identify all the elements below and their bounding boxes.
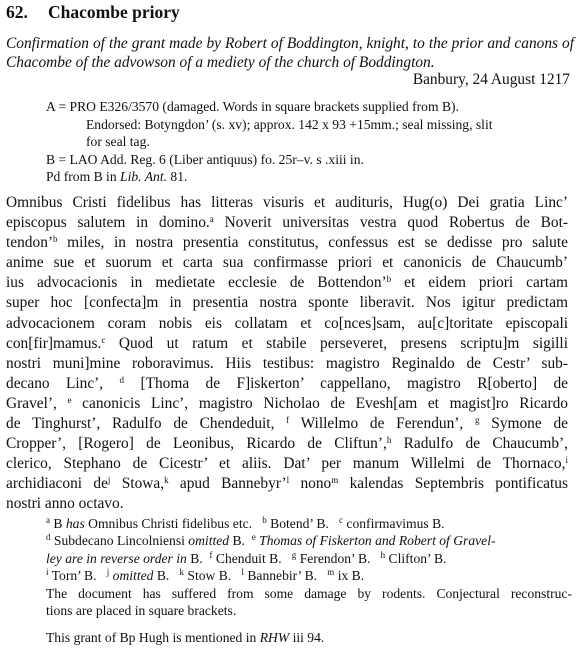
textual-notes [46, 515, 572, 647]
manuscript-a-line1: A = PRO E326/3570 (damaged. Words in square brackets supplied from B). [46, 99, 459, 114]
text-line: archidiaconi $de^j$ Stowa,$^k$ apud Bannebyr’$^l$ nono$^m$ kalendas Septembris pontificatus [6, 475, 568, 493]
text-line: ius advocacionis in medietate ecclesie de Bottendon’$^b$ et eidem priori cartam [6, 274, 569, 292]
note-line: This grant of Bp Hugh is mentioned in RHW iii 94. [46, 630, 325, 646]
footnote-marker: g [475, 415, 480, 426]
entry-summary: Confirmation of the grant made by Robert of Boddington, knight, to the prior and canons of Chacombe of the advowson of a mediety of the church of Boddington. [6, 35, 574, 71]
manuscript-a-line2: Endorsed: Botyngdon’ (s. xv); approx. 142 x 93 +15mm.; seal missing, slit [86, 117, 493, 132]
printed-edition-title: Lib. Ant. [120, 169, 167, 184]
footnote-marker: f [286, 415, 290, 426]
text-line: nostri anno octavo. [6, 495, 124, 513]
entry-title: Chacombe priory [48, 2, 180, 22]
charter-text [6, 193, 568, 515]
footnote-marker: l [286, 475, 290, 486]
note-line: ley are in reverse order in B. $^f$ Chenduit B. $^g$ Ferendon’ B. $^h$ Clifton’ B. [46, 549, 447, 566]
footnote-marker: d [119, 374, 125, 385]
text-line: super hoc [confecta]m in presentia nostra sponte liberavit. Nos igitur predictam [6, 294, 568, 312]
footnote-marker: i [565, 455, 568, 466]
text-line: advocacionem coram nobis eis collatam et co[nces]sam, au[c]toritate episcopali [6, 314, 568, 332]
footnote-marker: a [209, 214, 214, 225]
footnote-marker: m [331, 475, 339, 486]
note-line: $^a$ B has Omnibus Christi fidelibus etc. $^b$ Botend’ B. $^c$ confirmavimus B. [46, 515, 445, 531]
note-line: tions are placed in square brackets. [46, 602, 237, 618]
text-line: clerico, Stephano de Cicestr’ et aliis. Dat’ per manum Willelmi de Thornaco,$^i$ [6, 455, 568, 473]
text-line: Gravel’, $^e$ canonicis Linc’, magistro Nicholao de Evesh[am et magist]ro Ricardo [6, 394, 568, 412]
text-line: Omnibus Cristi fidelibus has litteras visuris et audituris, Hug(o) Dei gratia Linc’ [6, 194, 568, 211]
text-line: de Tinghurst’, Radulfo de Chendeduit, $^f$ Willelmo de Ferendun’, $^g$ Symone de [6, 415, 568, 433]
manuscript-b-line: B = LAO Add. Reg. 6 (Liber antiquus) fo. 25r–v. s .xiii in. [46, 152, 364, 167]
manuscript-a-line3: for seal tag. [86, 134, 150, 149]
text-line: tendon’$^b$ miles, in nostra presentia constitutus, confessus est se dedisse pro salute [6, 234, 568, 252]
footnote-marker: c [101, 334, 106, 345]
footnote-marker: j [107, 475, 111, 486]
text-line: decano Linc’, $^d$ [Thoma de F]iskerton’ cappellano, magistro R[oberto] de [6, 374, 569, 392]
dateline: Banbury, 24 August 1217 [412, 71, 570, 88]
text-line: nostri muni]mine roboravimus. Hiis testibus: magistro Reginaldo de Cestr’ sub- [6, 354, 568, 372]
entry-number: 62. [6, 2, 28, 22]
text-line: anime sue et suorum et carta sua confirmasse priori et canonicis de Chaucumb’ [6, 254, 568, 272]
note-line: $^d$ Subdecano Lincolniensi omitted B. $^e$ Thomas of Fiskerton and Robert of Gravel- [46, 532, 496, 549]
footnote-marker: b [386, 274, 392, 285]
note-line: The document has suffered from some damage by rodents. Conjectural reconstruc- [46, 585, 572, 601]
printed-edition-line: Pd from B in Lib. Ant. 81. [46, 169, 188, 184]
text-line: Cropper’, [Rogero] de Leonibus, Ricardo de Cliftun’,$^h$ Radulfo de Chaucumb’, [6, 435, 568, 453]
text-line: episcopus salutem in domino.$^a$ Noverit universitas vestra quod Robertus de Bot- [6, 214, 568, 232]
entry-heading [6, 2, 180, 23]
footnote-marker: h [386, 435, 392, 446]
footnote-marker: k [164, 475, 169, 486]
note-line: $^i$ Torn’ B. $^j$ omitted B. $^k$ Stow B. $^l$ Bannebir’ B. $^m$ ix B. [46, 567, 365, 584]
footnote-marker: b [53, 234, 58, 245]
footnote-marker: e [67, 394, 72, 405]
text-line: con[fir]mamus.$^c$ Quod ut ratum et stabile perseveret, presens scriptu]m sigilli [6, 334, 568, 352]
